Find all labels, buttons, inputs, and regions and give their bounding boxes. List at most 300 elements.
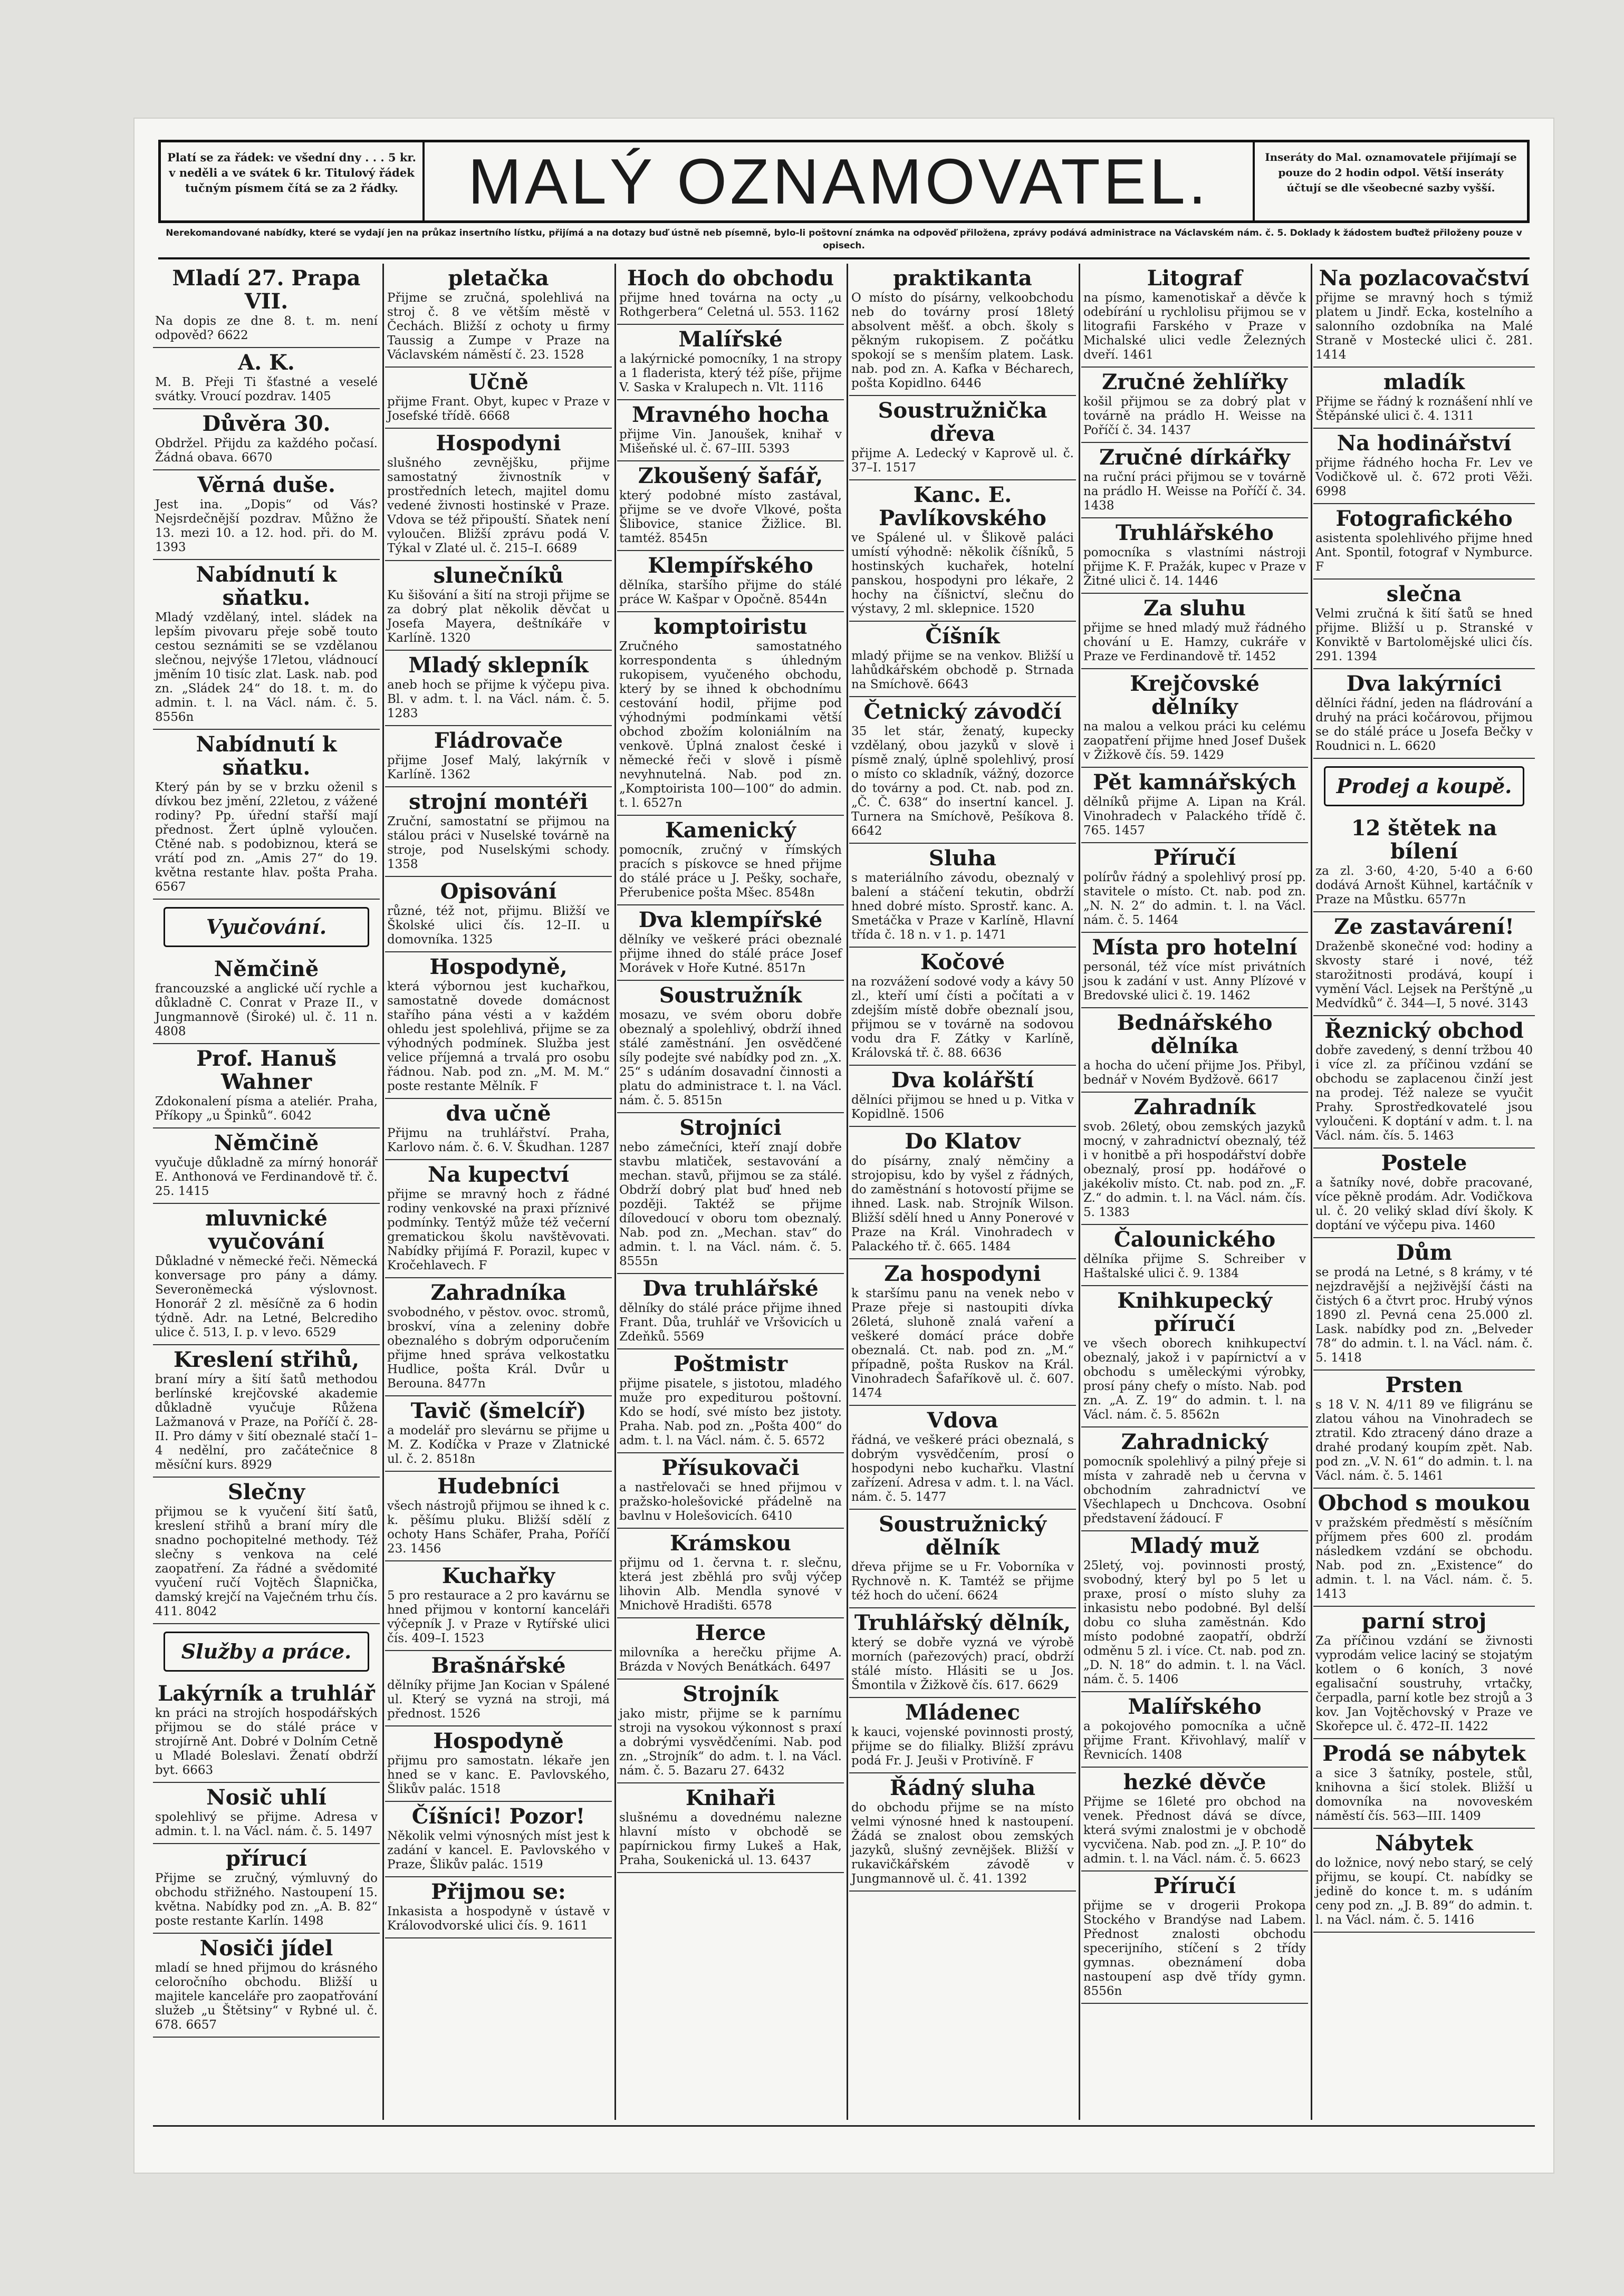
ad-heading: 12 štětek na bílení	[1351, 816, 1497, 864]
ad-body: přijme Frant. Obyt, kupec v Praze v Josefské třídě. 6668	[387, 395, 610, 423]
classified-ad	[153, 1478, 380, 1624]
classified-ad	[1313, 1238, 1535, 1371]
ad-body: M. B. Přeji Ti šťastné a veselé svátky. Vroucí pozdrav. 1405	[155, 375, 378, 403]
classified-ad	[617, 1349, 844, 1453]
ad-body: Za příčinou vzdání se živnosti vyprodám velice laciný se stojatým kotlem o 6 koních, 3 nové egalisační soustruhy, vrtačky, čerpadla, parní kotle bez strojů a 3 kov. Jan Vojtěchovský v Praze ve Skořepce ul. č. 472–II. 1422	[1315, 1634, 1533, 1733]
classified-ad	[1081, 518, 1308, 594]
classified-ad	[617, 400, 844, 461]
ad-heading: Hudebníci	[437, 1474, 560, 1499]
ad-body: Na dopis ze dne 8. t. m. není odpověd? 6622	[155, 314, 378, 342]
ad-body: přijme Vin. Janoušek, knihař v Mišeňské ul. č. 67–III. 5393	[619, 428, 842, 456]
ad-heading: strojní montéři	[409, 789, 588, 814]
classified-ad	[1081, 1531, 1308, 1692]
classified-ad	[849, 264, 1076, 396]
ad-body: francouzské a anglické učí rychle a důkladně C. Conrat v Praze II., v Jungmannově (Široké) ul. č. 11 n. 4808	[155, 982, 378, 1038]
ad-heading: Kanc. E. Pavlíkovského	[879, 483, 1046, 530]
ad-heading: Soustružnický dělník	[878, 1512, 1047, 1560]
ad-heading: Na hodinářství	[1337, 431, 1512, 456]
classified-ad	[385, 1160, 612, 1278]
pricing-box: Platí se za řádek: ve všední dny . . . 5 kr. v neděli a ve svátek 6 kr. Titulový řádek tučným písmem čítá se za 2 řádky.	[161, 142, 425, 220]
classified-ad	[1081, 368, 1308, 443]
ad-heading: Dva truhlářské	[642, 1276, 819, 1301]
classified-ad	[385, 429, 612, 561]
ad-body: milovníka a herečku přijme A. Brázda v Nových Benátkách. 6497	[619, 1646, 842, 1674]
ad-heading: Němčině	[214, 957, 319, 981]
classified-ad	[617, 905, 844, 981]
ad-body: dřeva přijme se u Fr. Voborníka v Rychnově n. K. Tamtéž se přijme též hoch do učení. 6624	[851, 1560, 1074, 1603]
ad-body: která výbornou jest kuchařkou, samostatně dovede domácnost stařího pána vésti a v každém ohledu jest spolehlivá, přijme se za výhodných podmínek. Služba jest velice příjemná a trvalá pro osobu řádnou. Nab. pod zn. „M. M. M.“ poste restante Mělník. F	[387, 980, 610, 1093]
classified-ad	[1313, 1607, 1535, 1739]
ad-body: Přijmu na truhlářství. Praha, Karlovo nám. č. 6. V. Škudhan. 1287	[387, 1126, 610, 1154]
ad-body: Ku šišování a šití na stroji přijme se za dobrý plat několik děvčat u Josefa Mayera, deštníkáře v Karlíně. 1320	[387, 589, 610, 645]
ad-heading: Zahradníka	[430, 1280, 566, 1305]
classified-ad	[617, 1113, 844, 1274]
ad-heading: Malířského	[1128, 1694, 1262, 1719]
ad-heading: slunečníků	[433, 563, 564, 588]
classified-ad	[153, 1934, 380, 2038]
ad-heading: Nosiči jídel	[199, 1936, 333, 1961]
ad-heading: Postele	[1381, 1151, 1467, 1175]
masthead	[158, 140, 1530, 223]
ad-heading: Malířské	[678, 327, 783, 352]
ad-heading: Kuchařky	[441, 1564, 555, 1588]
classified-ad	[1313, 1489, 1535, 1607]
ad-body: slušného zevnějšku, přijme samostatný živnostník v prostředních letech, majitel domu vedené živnosti hostinské v Praze. Vdova se též připouští. Sňatek není vyloučen. Bližší zprávu podá V. Týkal v Zlaté ul. č. 215–I. 6689	[387, 456, 610, 555]
ad-heading: Kreslení střihů,	[173, 1347, 359, 1372]
ad-heading: Opisování	[440, 879, 557, 904]
ad-body: a modelář pro slevárnu se přijme u M. Z. Kodíčka v Praze v Zlatnické ul. č. 2. 8518n	[387, 1424, 610, 1466]
ad-heading: pletačka	[448, 266, 549, 291]
classified-ad	[1081, 1692, 1308, 1768]
ad-body: s materiálního závodu, obeznalý v balení a stáčení tekutin, obdrží hned dobré místo. Sprostř. kanc. A. Smetáčka v Praze v Karlíně, Hlavní třída č. 18 n. v 1. p. 1471	[851, 871, 1074, 942]
ad-heading: Krejčovské dělníky	[1130, 671, 1260, 719]
ad-heading: Mravného hocha	[632, 402, 829, 427]
ad-body: pomocník spolehlivý a pilný přeje si místa v zahradě neb u června v obchodním zahradnictví ve Všechlapech u Dnchcova. Osobní představení žádoucí. F	[1083, 1455, 1306, 1526]
ad-body: se prodá na Letné, s 8 krámy, v té nejzdravější a nejživější části na čistých 6 a čtvrt proc. Hrubý výnos 1890 zl. Pevná cena 25.000 zl. Lask. nabídky pod zn. „Belveder 78“ do admin. t. l. na Václ. nám. č. 5. 1418	[1315, 1266, 1533, 1365]
ad-heading: Nabídnutí k sňatku.	[196, 562, 337, 610]
ad-body: 35 let stár, ženatý, kupecky vzdělaný, obou jazyků v slově i písmě znalý, úplně spolehlivý, prosí o místo co skladník, vážný, dozorce do továrny a pod. Ct. nab. pod zn. „Č. Č. 638“ do insertní kancel. J. Turnera na Smíchově, Pešíkova 8. 6642	[851, 725, 1074, 838]
ad-heading: Číšníci! Pozor!	[411, 1804, 585, 1829]
classified-ad	[153, 1204, 380, 1345]
ad-body: kn práci na strojích hospodářských přijmou se do stálé práce v strojírně Ant. Dobré v Dolním Cetně u Mladé Boleslavi. Ženatí obdrží byt. 6663	[155, 1706, 378, 1777]
classified-ad	[1081, 1286, 1308, 1427]
classified-ad	[1313, 368, 1535, 429]
ad-body: na ruční práci přijmou se v továrně na prádlo H. Weisse na Poříčí č. 34. 1438	[1083, 470, 1306, 513]
classified-ad	[385, 1651, 612, 1726]
administration-notice: Nerekomandované nabídky, které se vydají jen na průkaz insertního lístku, přijímá a na dotazy buď ústně neb písemně, bylo-li poštovní známka na odpověď přiložena, zprávy podává administrace na Václavském nám. č. 5. Doklady k žádostem buďtež přiloženy pouze v opisech.	[166, 228, 1522, 251]
classified-ad	[153, 348, 380, 409]
ad-heading: Zkoušený šafář,	[638, 464, 823, 488]
ad-heading: Krámskou	[669, 1531, 792, 1556]
ad-heading: Pět kamnářských	[1093, 770, 1296, 795]
classified-ad	[1081, 768, 1308, 843]
ad-body: který podobné místo zastával, přijme se ve dvoře Vlkové, pošta Šlibovice, stanice Žižlice. Bl. tamtéž. 8545n	[619, 489, 842, 545]
ad-heading: Učně	[468, 370, 528, 394]
ad-body: Inkasista a hospodyně v ústavě v Královodvorské ulici čís. 9. 1611	[387, 1905, 610, 1933]
insertion-rules-box: Inseráty do Mal. oznamovatele přijímají se pouze do 2 hodin odpol. Větší inseráty účtují se dle všeobecné sazby vyšší.	[1253, 142, 1527, 220]
ad-heading: Na kupectví	[428, 1162, 569, 1187]
ad-heading: Řádný sluha	[889, 1776, 1036, 1800]
column-divider	[1079, 264, 1080, 2120]
classified-ad	[849, 948, 1076, 1066]
ad-body: jako mistr, přijme se k parnímu stroji na vysokou výkonnost s praxí a dobrými vysvědčeními. Nab. pod zn. „Strojník“ do adm. t. l. na Václ. nám. č. 5. Bazaru 27. 6432	[619, 1707, 842, 1778]
classified-ad	[153, 560, 380, 730]
ad-heading: Číšník	[925, 624, 1000, 649]
ad-heading: Nosič uhlí	[206, 1785, 326, 1810]
classified-ad	[1081, 1768, 1308, 1871]
ad-body: Zručného samostatného korrespondenta s úhledným rukopisem, vyučeného obchodu, který by se ihned k obchodnímu cestování hodil, přijme pod výhodnými podmínkami větší obchod zbožím koloniálním na venkově. Úplná znalost české i německé řeči v slově i písmě nevyhnutelná. Nab. pod zn. „Komptoirista 100—100“ do admin. t. l. 6527n	[619, 640, 842, 810]
ad-body: mosazu, ve svém oboru dobře obeznalý a spolehlivý, obdrží ihned stálé zaměstnání. Jen osvědčené síly podejte své nabídky pod zn. „X. 25“ s udáním dosavadní činnosti a platu do administrace t. l. na Václ. nám. č. 5. 8515n	[619, 1008, 842, 1107]
ad-body: ve všech oborech knihkupectví obeznalý, jakož i v papírnictví a v obchodu s uměleckými výrobky, prosí pány chefy o místo. Nab. pod zn. „A. Z. 19“ do admin. t. l. na Václ. nám. č. 5. 8562n	[1083, 1337, 1306, 1422]
ad-heading: Slečny	[227, 1480, 305, 1504]
ad-heading: slečna	[1386, 582, 1462, 606]
classified-columns	[153, 264, 1535, 2120]
ad-heading: Soustružník	[659, 983, 802, 1008]
classified-ad	[153, 1783, 380, 1844]
column-2	[385, 264, 612, 2120]
ad-body: Přijme se 16leté pro obchod na venek. Přednost dává se dívce, která svými znalostmi je v obchodě vycvičena. Nab. pod zn. „J. P. 10“ do admin. t. l. na Václ. nám. č. 5. 6623	[1083, 1795, 1306, 1866]
classified-ad	[849, 1406, 1076, 1510]
ad-body: do obchodu přijme se na místo velmi výnosné hned k nastoupení. Žádá se znalost obou zemských jazyků, slušný zevnějšek. Bližší v rukavičkářském závodě v Jungmannově ul. č. 41. 1392	[851, 1801, 1074, 1886]
ad-heading: Kočové	[920, 950, 1005, 975]
ad-heading: Přijmou se:	[431, 1879, 566, 1904]
ad-heading: Příručí	[1153, 1874, 1236, 1898]
classified-ad	[617, 1453, 844, 1529]
ad-heading: dva učně	[446, 1101, 551, 1126]
classified-ad	[617, 264, 844, 325]
ad-heading: Přísukovači	[661, 1455, 800, 1480]
ad-body: personál, též více míst privátních jsou k zadání v ust. Anny Plízové v Bredovské ulici č. 19. 1462	[1083, 960, 1306, 1002]
classified-ad	[849, 1698, 1076, 1773]
column-divider	[614, 264, 616, 2120]
classified-ad	[153, 730, 380, 900]
classified-ad	[385, 726, 612, 787]
column-4	[849, 264, 1076, 2120]
classified-ad	[385, 1099, 612, 1160]
ad-heading: Obchod s moukou	[1318, 1491, 1531, 1516]
ad-body: a pokojového pomocníka a učně přijme Frant. Křivohlavý, malíř v Řevnicích. 1408	[1083, 1720, 1306, 1762]
ad-heading: přírucí	[226, 1846, 307, 1871]
ad-body: Důkladné v německé řeči. Německá konversage pro pány a dámy. Severoněmecká výslovnost. Honorář 2 zl. měsíčně za 6 hodin týdně. Adr. na Letné, Belcrediho ulice č. 513, I. p. v levo. 6529	[155, 1255, 378, 1339]
classified-ad	[153, 1044, 380, 1128]
ad-heading: Sluha	[928, 846, 997, 871]
ad-body: s 18 V. N. 4/11 89 ve filigránu se zlatou váhou na Vinohradech se ztratil. Kdo ztracený dáno draze a drahé prodaný koupím zpět. Nab. pod zn. „V. N. 61“ do admin. t. l. na Václ. nám. č. 5. 1461	[1315, 1398, 1533, 1483]
classified-ad	[153, 1844, 380, 1934]
ad-body: dělníka přijme S. Schreiber v Haštalské ulici č. 9. 1384	[1083, 1252, 1306, 1280]
ad-body: Jest ina. „Dopis“ od Vás? Nejsrdečnější pozdrav. Můžno že 13. mezi 10. a 12. hod. při. do M. 1393	[155, 498, 378, 554]
classified-ad	[1081, 1093, 1308, 1225]
ad-heading: Ze zastavárení!	[1334, 914, 1514, 939]
classified-ad	[385, 651, 612, 726]
ad-heading: Lakýrník a truhlář	[158, 1681, 375, 1706]
classified-ad	[617, 461, 844, 551]
classified-ad	[617, 551, 844, 612]
ad-heading: A. K.	[238, 350, 295, 375]
classified-ad	[849, 1510, 1076, 1608]
classified-ad	[153, 409, 380, 470]
classified-ad	[1313, 580, 1535, 669]
ad-heading: Věrná duše.	[197, 472, 335, 497]
ad-body: braní míry a šití šatů methodou berlínské krejčovské akademie důkladně vyučuje Růžena Lažmanová v Praze, na Poříčí č. 28-II. Pro dámy v šití obeznalé stačí 1–4 nedělní, pro začátečnice 8 měsíční kurs. 8929	[155, 1373, 378, 1472]
section-heading: Služby a práce.	[164, 1632, 369, 1672]
classified-ad	[153, 1679, 380, 1783]
column-3	[617, 264, 844, 2120]
classified-ad	[1313, 1829, 1535, 1933]
ad-heading: Mladý muž	[1130, 1533, 1260, 1558]
ad-heading: Soustružnička dřeva	[878, 398, 1048, 446]
ad-body: asistenta spolehlivého přijme hned Ant. Spontil, fotograf v Nymburce. F	[1315, 532, 1533, 574]
footer-rule	[153, 2125, 1535, 2127]
ad-body: Velmi zručná k šití šatů se hned přijme. Bližší u p. Stranské v Konviktě v Bartolomějské ulici čís. 291. 1394	[1315, 607, 1533, 663]
ad-body: přijmu pro samostatn. lékaře jen hned se v kanc. E. Pavlovského, Šlikův palác. 1518	[387, 1754, 610, 1796]
ad-heading: Litograf	[1147, 266, 1243, 291]
classified-ad	[153, 264, 380, 348]
ad-body: Zdokonalení písma a ateliér. Praha, Příkopy „u Špinků“. 6042	[155, 1095, 378, 1123]
ad-body: spolehlivý se přijme. Adresa v admin. t. l. na Václ. nám. č. 5. 1497	[155, 1810, 378, 1838]
ad-body: a lakýrnické pomocníky, 1 na stropy a 1 fladerista, který též píše, přijme V. Saska v Kralupech n. Vlt. 1116	[619, 352, 842, 394]
classified-ad	[849, 1259, 1076, 1406]
ad-body: k kauci, vojenské povinnosti prostý, přijme se do filialky. Bližší zprávu podá Fr. J. Jeuši v Protivíně. F	[851, 1725, 1074, 1768]
classified-ad	[385, 1396, 612, 1472]
ad-heading: Zahradník	[1133, 1095, 1256, 1120]
ad-heading: Zručné dírkářky	[1099, 445, 1291, 470]
classified-ad	[1313, 814, 1535, 912]
ad-heading: Truhlářského	[1116, 520, 1274, 545]
ad-heading: Truhlářský dělník,	[854, 1610, 1071, 1635]
ad-body: svobodného, v pěstov. ovoc. stromů, broskví, vína a zeleniny dobře obeznalého s dobrým odporučením přijme hned správa velkostatku Hudlice, pošta Král. Dvůr u Berouna. 8477n	[387, 1306, 610, 1391]
classified-ad	[1081, 1427, 1308, 1531]
ad-body: přijme se mravný hoch z řádné rodiny venkovské na praxi příznivé podmínky. Tentýž může též večerní grematickou školu navštěvovati. Nabídky přijímá F. Porazil, kupec v Kročehlavech. F	[387, 1188, 610, 1272]
classified-ad	[1313, 1371, 1535, 1489]
ad-body: Přijme se zručná, spolehlivá na stroj č. 8 ve větším městě v Čechách. Bližší z ochoty u firmy Taussig a Zumpe v Praze na Václavském náměstí č. 23. 1528	[387, 291, 610, 362]
ad-body: Přijme se zručný, výmluvný do obchodu střižného. Nastoupení 15. května. Nabídky pod zn. „A. B. 82“ poste restante Karlín. 1498	[155, 1871, 378, 1928]
column-6	[1313, 264, 1535, 2120]
classified-ad	[617, 1680, 844, 1783]
header-rule	[158, 257, 1530, 259]
classified-ad	[385, 561, 612, 651]
ad-heading: Vdova	[927, 1408, 998, 1433]
column-1	[153, 264, 380, 2120]
classified-ad	[849, 396, 1076, 480]
ad-body: pomocníka s vlastními nástroji přijme K. F. Pražák, kupec v Praze v Žitné ulici č. 14. 1446	[1083, 546, 1306, 588]
ad-body: různé, též not, přijmu. Bližší ve Školské ulici čís. 12–II. u domovníka. 1325	[387, 904, 610, 947]
classified-ad	[849, 480, 1076, 622]
classified-ad	[849, 1127, 1076, 1259]
ad-heading: Brašnářské	[431, 1653, 566, 1678]
classified-ad	[385, 787, 612, 877]
ad-heading: Čalounického	[1113, 1227, 1276, 1252]
ad-body: dělníky ve veškeré práci obeznalé přijme ihned do stálé práce Josef Morávek v Hoře Kutné. 8517n	[619, 933, 842, 975]
ad-body: Draženbě skonečné vod: hodiny a skvosty staré i nové, též starožitnosti prodává, koupí i vymění Václ. Lejsek na Perštýně „u Medvídků“ č. 344—I, 5 nové. 3143	[1315, 940, 1533, 1010]
ad-heading: Poštmistr	[673, 1352, 788, 1376]
ad-heading: Tavič (šmelcíř)	[410, 1398, 587, 1423]
ad-heading: Místa pro hotelní	[1092, 935, 1298, 960]
section-heading: Vyučování.	[164, 907, 369, 947]
ad-heading: komptoiristu	[654, 614, 808, 639]
ad-heading: Hospodyně,	[429, 954, 568, 979]
ad-body: dělníci řádní, jeden na fládrování a druhý na práci kočárovou, přijmou se do stálé práce u Josefa Bečky v Roudnici n. L. 6620	[1315, 697, 1533, 753]
classified-ad	[617, 1783, 844, 1873]
ad-heading: Fotografického	[1335, 506, 1513, 531]
ad-heading: Mladí 27. Prapa VII.	[172, 266, 361, 314]
ad-body: dobře zavedený, s denní tržbou 40 i více zl. za příčinou vzdání se obchodu se zaplacenou činží jest na prodej. Též naleze se vyučit Prahy. Sprostředkovatelé jsou vyloučeni. K doptání v adm. t. l. na Václ. nám. čís. 5. 1463	[1315, 1044, 1533, 1143]
classified-ad	[385, 1726, 612, 1802]
ad-body: přijme hned továrna na octy „u Rothgerbera“ Celetná ul. 553. 1162	[619, 291, 842, 319]
classified-ad	[1081, 264, 1308, 368]
classified-ad	[385, 952, 612, 1099]
classified-ad	[1081, 1008, 1308, 1093]
ad-body: mladí se hned přijmou do krásného celoročního obchodu. Bližší u majitele kanceláře pro zaopatřování služeb „u Štětsiny“ v Rybné ul. č. 678. 6657	[155, 1961, 378, 2032]
ad-heading: Klempířského	[648, 553, 813, 578]
ad-body: a sice 3 šatníky, postele, stůl, knihovna a šicí stolek. Bližší u domovníka na novoveském náměstí čís. 563—III. 1409	[1315, 1767, 1533, 1823]
column-divider	[1311, 264, 1312, 2120]
ad-heading: Dva lakýrníci	[1346, 671, 1502, 696]
ad-body: O místo do písárny, velkoobchodu neb do továrny prosí 18letý absolvent měšť. a obch. školy s pěkným rukopisem. Z počátku spokojí se s menším platem. Lask. nab. pod zn. A. Kafka v Bécharech, pošta Kopidlno. 6446	[851, 291, 1074, 390]
ad-heading: Herce	[695, 1620, 766, 1645]
page-title: MALÝ OZNAMOVATEL.	[468, 146, 1209, 217]
ad-body: dělníků přijme A. Lipan na Král. Vinohradech v Palackého třídě č. 765. 1457	[1083, 795, 1306, 837]
classified-ad	[385, 368, 612, 429]
ad-body: řádná, ve veškeré práci obeznalá, s dobrým vysvědčením, prosí o hospodyni nebo kuchařku. Vlastní zařízení. Adresa v adm. t. l. na Václ. nám. č. 5. 1477	[851, 1433, 1074, 1504]
classified-ad	[617, 325, 844, 400]
ad-body: všech nástrojů přijmou se ihned k c. k. pěšímu pluku. Bližší sdělí z ochoty Hans Schäfer, Praha, Poříčí 23. 1456	[387, 1499, 610, 1556]
ad-heading: Hoch do obchodu	[627, 266, 834, 291]
ad-body: nebo zámečníci, kteří znají dobře stavbu mlatiček, sestavování a mechan. stavů, přijmou se za stálé. Obdrží dobrý plat buď hned neb později. Taktéž se přijme dílovedoucí v oboru tom obeznalý. Nab. pod zn. „Mechan. stav“ do admin. t. l. na Václ. nám. č. 5. 8555n	[619, 1141, 842, 1268]
ad-body: košil přijmou se za dobrý plat v továrně na prádlo H. Weisse na Poříčí č. 34. 1437	[1083, 395, 1306, 437]
ad-body: dělníky přijme Jan Kocian v Spálené ul. Který se vyzná na stroji, má přednost. 1526	[387, 1678, 610, 1721]
ad-body: svob. 26letý, obou zemských jazyků mocný, v zahradnictví obeznalý, též i v honitbě a při hospodářství dobře obeznalý, prosí pp. hodářové o jakékoliv místo. Ct. nab. pod zn. „F. Z.“ do admin. t. l. na Václ. nám. čís. 5. 1383	[1083, 1120, 1306, 1219]
ad-body: přijme se v drogerii Prokopa Stockého v Brandýse nad Labem. Přednost znalosti obchodu specerijního, stíčení s 2 třídy gymnas. obeznámení doba nastoupení asp dvě třídy gymn. 8556n	[1083, 1899, 1306, 1998]
classified-ad	[849, 844, 1076, 948]
ad-body: Zruční, samostatní se přijmou na stálou práci v Nuselské továrně na stroje, pod Nuselskými schody. 1358	[387, 815, 610, 871]
ad-body: a nastřelovači se hned přijmou v pražsko-holešovické přádelně na bavlnu v Holešovicích. 6410	[619, 1481, 842, 1523]
classified-ad	[849, 1066, 1076, 1127]
classified-ad	[617, 1618, 844, 1680]
ad-heading: Za sluhu	[1143, 596, 1246, 621]
ad-heading: Nabídnutí k sňatku.	[196, 732, 337, 780]
section-heading: Prodej a koupě.	[1324, 766, 1524, 806]
ad-heading: Do Klatov	[905, 1129, 1021, 1154]
classified-ad	[617, 1274, 844, 1349]
ad-body: pomocník, zručný v římských pracích s pískovce se hned přijme do stálé práce u J. Pešky, sochaře, Přerubenice pošta Mšec. 8548n	[619, 843, 842, 900]
ad-body: do písárny, znalý němčiny a strojopisu, kdo by vyšel z řádných, do zaměstnání s hotovostí přijme se ihned. Lask. nab. Strojník Wilson. Bližší sdělí hned u Anny Ponerové v Praze na Král. Vinohradech v Palackého tř. č. 665. 1484	[851, 1154, 1074, 1253]
ad-heading: Příručí	[1153, 845, 1236, 870]
ad-heading: Dům	[1396, 1240, 1453, 1265]
classified-ad	[617, 1529, 844, 1618]
ad-body: přijme Josef Malý, lakýrník v Karlíně. 1362	[387, 754, 610, 782]
ad-body: přijmou se k vyučení šití šatů, kreslení střihů a braní míry dle snadno pochopitelné methody. Též slečny s venkova na celé zaopatření. Za řádné a svědomité vyučení ručí Vojtěch Šlapnička, damský krejčí na Vaječném trhu čís. 411. 8042	[155, 1505, 378, 1618]
ad-heading: mladík	[1383, 370, 1465, 394]
ad-body: Přijme se řádný k roznášení nhlí ve Štěpánské ulici č. 4. 1311	[1315, 395, 1533, 423]
ad-body: 25letý, voj. povinnosti prostý, svobodný, který byl po 5 let u praxe, prosí o místo sluhy za inkasistu nebo podobné. Byl delší dobu co sluha zaměstnán. Kdo místo podobné zaopatří, obdrží odměnu 5 zl. i více. Ct. nab. pod zn. „D. N. 18“ do admin. t. l. na Václ. nám. č. 5. 1406	[1083, 1559, 1306, 1686]
ad-body: přijme řádného hocha Fr. Lev ve Vodičkově ul. č. 672 proti Věži. 6998	[1315, 456, 1533, 498]
ad-heading: Zručné žehlířky	[1102, 370, 1287, 394]
classified-ad	[1081, 669, 1308, 768]
classified-ad	[849, 622, 1076, 697]
ad-body: Který pán by se v brzku oženil s dívkou bez jmění, 22letou, z vážené rodiny? Pp. úřední stařší mají přednost. Žert úplně vyloučen. Ctěné nab. s podobiznou, která se vrátí pod zn. „Amis 27“ do 19. května restante hlav. pošta Praha. 6567	[155, 780, 378, 894]
ad-body: 5 pro restaurace a 2 pro kavárnu se hned přijmou v kontorní kanceláři výčepník J. v Praze v Rytířské ulici čís. 409–I. 1523	[387, 1589, 610, 1645]
ad-heading: Hospodyni	[436, 431, 561, 456]
ad-heading: Důvěra 30.	[202, 411, 331, 436]
ad-body: a šatníky nové, dobře pracované, více pěkně prodám. Adr. Vodičkova ul. č. 20 veliký sklad díví školy. K doptání ve výčepu piva. 1460	[1315, 1176, 1533, 1232]
ad-body: vyučuje důkladně za mírný honorář E. Anthonová ve Ferdinandově tř. č. 25. 1415	[155, 1156, 378, 1198]
ad-body: slušnému a dovednému nalezne hlavní místo v obchodě se papírnickou firmy Lukeš a Hak, Praha, Soukenická ul. 13. 6437	[619, 1811, 842, 1867]
ad-body: přijme se mravný hoch s týmiž platem u Jindř. Ecka, kostelního a salonního ozdobníka na Malé Straně v Mostecké ulici č. 281. 1414	[1315, 291, 1533, 362]
ad-body: k staršímu panu na venek nebo v Praze přeje si nastoupiti dívka 26letá, sluhoně znalá vaření a veškeré domácí práce dobře obeznalá. Ct. nab. pod zn. „M.“ případně, pošta Ruskov na Král. Vinohradech Šafaříkově ul. č. 607. 1474	[851, 1287, 1074, 1400]
ad-heading: Řeznický obchod	[1324, 1018, 1524, 1043]
ad-body: přijme A. Ledecký v Kaprově ul. č. 37–I. 1517	[851, 447, 1074, 475]
classified-ad	[385, 1278, 612, 1396]
ad-heading: hezké děvče	[1123, 1770, 1266, 1795]
column-divider	[847, 264, 848, 2120]
classified-ad	[1081, 1871, 1308, 2004]
ad-heading: Hospodyně	[433, 1729, 564, 1753]
classified-ad	[849, 697, 1076, 844]
classified-ad	[385, 1802, 612, 1877]
classified-ad	[1081, 594, 1308, 669]
classified-ad	[1313, 264, 1535, 368]
ad-heading: Knihaři	[685, 1786, 776, 1810]
ad-body: přijme se hned mladý muž řádného chování u E. Hamzy, cukráře v Praze ve Ferdinandově tř. 1452	[1083, 621, 1306, 663]
classified-ad	[153, 1345, 380, 1478]
ad-body: v pražském předměstí s měsíčním příjmem přes 600 zl. prodám následkem vzdání se obchodu. Nab. pod zn. „Existence“ do admin. t. l. na Václ. nám. č. 5. 1413	[1315, 1516, 1533, 1601]
column-divider	[382, 264, 384, 2120]
ad-heading: Dva klempířské	[638, 908, 823, 932]
ad-heading: Strojník	[683, 1682, 779, 1706]
ad-body: dělníky do stálé práce přijme ihned Frant. Důa, truhlář ve Vršovicích u Zdeňků. 5569	[619, 1301, 842, 1344]
column-5	[1081, 264, 1308, 2120]
classified-ad	[849, 1608, 1076, 1698]
ad-heading: praktikanta	[893, 266, 1032, 291]
ad-heading: parní stroj	[1361, 1609, 1487, 1634]
classified-ad	[1313, 669, 1535, 759]
ad-heading: Bednářského dělníka	[1117, 1010, 1273, 1058]
classified-ad	[153, 470, 380, 560]
ad-body: mladý přijme se na venkov. Bližší u lahůdkářském obchodě p. Strnada na Smíchově. 6643	[851, 649, 1074, 691]
classified-ad	[385, 264, 612, 368]
ad-body: za zl. 3·60, 4·20, 5·40 a 6·60 dodává Arnošt Kühnel, kartáčník v Praze na Můstku. 6577n	[1315, 864, 1533, 906]
ad-heading: Zahradnický	[1121, 1430, 1269, 1454]
ad-heading: Mladý sklepník	[408, 653, 589, 678]
classified-ad	[1313, 912, 1535, 1016]
classified-ad	[1313, 1016, 1535, 1149]
ad-heading: Za hospodyni	[884, 1261, 1041, 1286]
ad-body: ve Spálené ul. v Šlikově paláci umístí výhodně: několik číšníků, 5 hostinských kuchařek, hotelní panskou, hospodyni pro lékaře, 2 hochy na číšnictví, slečnu do výstavy, 2 ml. sklepnice. 1520	[851, 531, 1074, 616]
ad-heading: Mládenec	[905, 1700, 1020, 1725]
classified-ad	[617, 612, 844, 816]
classified-ad	[1313, 1149, 1535, 1238]
classified-ad	[153, 954, 380, 1044]
ad-body: přijme pisatele, s jistotou, mladého muže pro expediturou poštovní. Kdo se hodí, své místo bez jistoty. Praha. Nab. pod zn. „Pošta 400“ do adm. t. l. na Václ. nám. č. 5. 6572	[619, 1377, 842, 1448]
ad-body: na rozvážení sodové vody a kávy 50 zl., kteří umí čísti a počítati a v zdejším místě dobře obeznalí jsou, přijmou se v továrně na sodovou vodu dra F. Zátky v Karlíně, Královská tř. č. 88. 6636	[851, 975, 1074, 1060]
ad-heading: mluvnické vyučování	[205, 1206, 328, 1254]
classified-ad	[153, 1128, 380, 1204]
classified-ad	[1081, 933, 1308, 1008]
classified-ad	[617, 816, 844, 905]
ad-body: polírův řádný a spolehlivý prosí pp. stavitele o místo. Ct. nab. pod zn. „N. N. 2“ do admin. t. l. na Václ. nám. č. 5. 1464	[1083, 871, 1306, 927]
ad-body: Několik velmi výnosných míst jest k zadání v kancel. E. Pavlovského v Praze, Šlikův palác. 1519	[387, 1829, 610, 1871]
ad-body: dělníka, staršího přijme do stálé práce W. Kašpar v Opočně. 8544n	[619, 578, 842, 606]
classified-ad	[1081, 443, 1308, 518]
classified-ad	[617, 981, 844, 1113]
ad-heading: Prof. Hanuš Wahner	[196, 1046, 337, 1094]
classified-ad	[1313, 1739, 1535, 1829]
ad-heading: Prsten	[1385, 1373, 1463, 1397]
ad-heading: Četnický závodčí	[863, 699, 1062, 724]
classified-ad	[385, 1472, 612, 1561]
ad-body: a hocha do učení přijme Jos. Přibyl, bednář v Novém Bydžově. 6617	[1083, 1059, 1306, 1087]
classified-ad	[1313, 429, 1535, 504]
